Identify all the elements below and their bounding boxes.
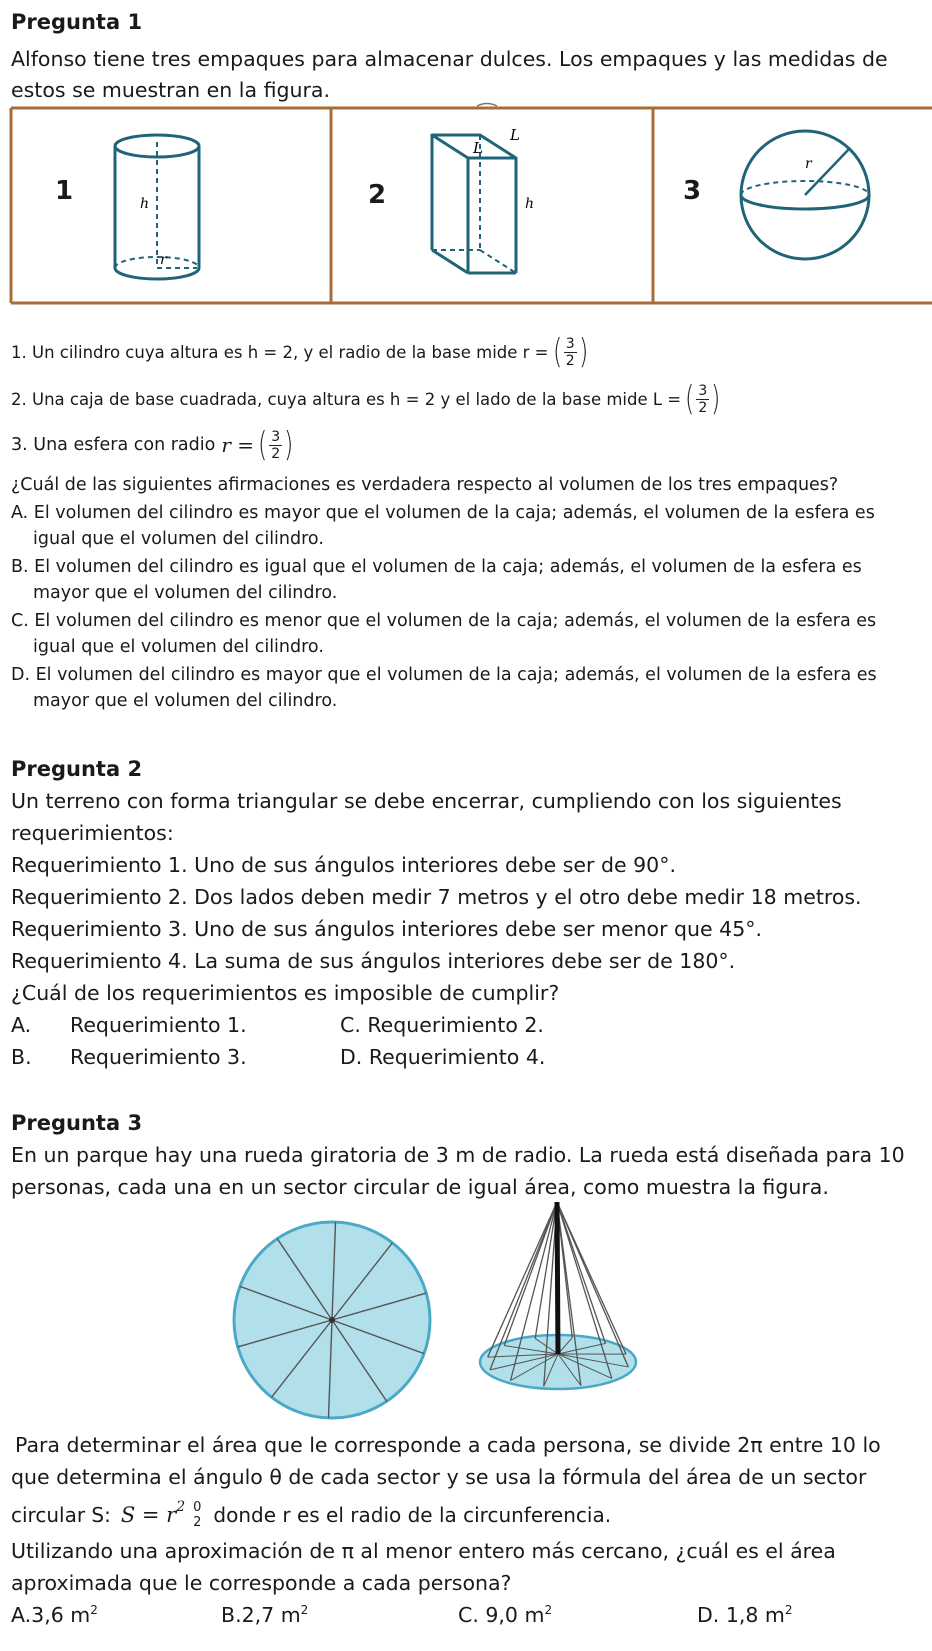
q2-req-3: Requerimiento 3. Uno de sus ángulos interiores debe ser menor que 45°. xyxy=(11,917,763,941)
q2-req-2: Requerimiento 2. Dos lados deben medir 7 metros y el otro debe medir 18 metros. xyxy=(11,885,862,909)
q3-option-a-label: A.3,6 m xyxy=(11,1603,91,1627)
q2-req-1: Requerimiento 1. Uno de sus ángulos interiores debe ser de 90°. xyxy=(11,853,676,877)
q3-option-d-exp: 2 xyxy=(784,1603,793,1618)
q1-item3-text: 3. Una esfera con radio xyxy=(11,435,216,455)
wheel-top-view xyxy=(234,1222,430,1418)
q3-option-d xyxy=(697,1603,793,1627)
wheel-hub xyxy=(329,1317,335,1323)
q3-para1-line2: que determina el ángulo θ de cada sector y se usa la fórmula del área de un sector xyxy=(11,1465,867,1489)
q2-req-4: Requerimiento 4. La suma de sus ángulos interiores debe ser de 180°. xyxy=(11,949,736,973)
q2-option-b: Requerimiento 3. xyxy=(70,1045,247,1069)
q3-option-c-label: C. 9,0 m xyxy=(458,1603,545,1627)
q1-item3-fraction: ( $\frac{3}{2}$ ) xyxy=(258,425,294,465)
q2-intro-line1: Un terreno con forma triangular se debe encerrar, cumpliendo con los siguientes xyxy=(11,789,842,813)
q1-item3-var: r = xyxy=(221,433,255,457)
box-L-label-2: L xyxy=(510,126,520,144)
figure-label-3: 3 xyxy=(683,176,702,206)
q3-figure xyxy=(230,1202,680,1424)
q1-title: Pregunta 1 xyxy=(11,10,143,34)
figure-label-1: 1 xyxy=(55,176,74,206)
q2-option-c: C. Requerimiento 2. xyxy=(340,1013,544,1037)
frac-num: 3 xyxy=(271,428,281,445)
q1-item1 xyxy=(11,330,592,374)
cylinder-shape xyxy=(115,135,199,279)
q3-formula-line xyxy=(11,1495,611,1535)
q2-intro-line2: requerimientos: xyxy=(11,821,174,845)
q2-option-d: D. Requerimiento 4. xyxy=(340,1045,546,1069)
box-h-label: h xyxy=(525,196,535,212)
q1-option-a-cont: igual que el volumen del cilindro. xyxy=(33,529,324,549)
q2-question: ¿Cuál de los requerimientos es imposible de cumplir? xyxy=(11,981,560,1005)
q1-option-d-cont: mayor que el volumen del cilindro. xyxy=(33,691,338,711)
q3-option-a xyxy=(11,1603,98,1627)
formula-num: 0 xyxy=(193,1500,202,1515)
box-L-label-1: L xyxy=(473,139,483,157)
q1-option-d: D. El volumen del cilindro es mayor que el volumen de la caja; además, el volumen de la esfera es xyxy=(11,665,877,685)
cone-cable xyxy=(535,1202,557,1338)
q3-para2-line1: Utilizando una aproximación de π al menor entero más cercano, ¿cuál es el área xyxy=(11,1539,836,1563)
q1-item3 xyxy=(11,423,297,467)
q3-option-b xyxy=(221,1603,308,1627)
cyl-r-label: r xyxy=(160,252,167,268)
q3-formula-suffix: donde r es el radio de la circunferencia. xyxy=(213,1503,612,1527)
q2-option-a-letter: A. xyxy=(11,1013,32,1037)
q3-intro-line1: En un parque hay una rueda giratoria de 3 m de radio. La rueda está diseñada para 10 xyxy=(11,1143,905,1167)
q3-formula-lhs: S = r xyxy=(120,1503,177,1527)
formula-den: 2 xyxy=(193,1515,202,1530)
q3-formula-fraction xyxy=(191,1500,203,1530)
wheel-cone-view xyxy=(480,1202,636,1389)
sphere-r-label: r xyxy=(805,156,812,172)
q1-item2-text: 2. Una caja de base cuadrada, cuya altura es h = 2 y el lado de la base mide L = xyxy=(11,389,682,409)
q3-option-b-exp: 2 xyxy=(300,1603,309,1618)
q3-para2-line2: aproximada que le corresponde a cada persona? xyxy=(11,1571,512,1595)
cone-cable xyxy=(557,1202,606,1343)
q1-option-c: C. El volumen del cilindro es menor que el volumen de la caja; además, el volumen de la esfera es xyxy=(11,611,877,631)
q2-option-b-letter: B. xyxy=(11,1045,32,1069)
q1-item1-fraction: ( $\frac{3}{2}$ ) xyxy=(552,332,588,372)
q3-formula-exp: 2 xyxy=(176,1499,186,1515)
q3-option-b-label: B.2,7 m xyxy=(221,1603,301,1627)
frac-den: 2 xyxy=(698,399,708,416)
q3-title: Pregunta 3 xyxy=(11,1111,143,1135)
q1-question: ¿Cuál de las siguientes afirmaciones es verdadera respecto al volumen de los tres empaques? xyxy=(11,475,839,495)
q1-item2-fraction: ( $\frac{3}{2}$ ) xyxy=(685,379,721,419)
sphere-shape xyxy=(741,131,869,259)
frac-num: 3 xyxy=(565,335,575,352)
frac-num: 3 xyxy=(698,382,708,399)
q1-option-c-cont: igual que el volumen del cilindro. xyxy=(33,637,324,657)
q3-option-d-label: D. 1,8 m xyxy=(697,1603,785,1627)
q1-item2 xyxy=(11,377,725,421)
q2-title: Pregunta 2 xyxy=(11,757,143,781)
q1-figure-panel xyxy=(0,98,932,316)
q1-intro-line2: estos se muestran en la figura. xyxy=(11,78,330,102)
figure-label-2: 2 xyxy=(368,180,387,210)
q1-item1-text: 1. Un cilindro cuya altura es h = 2, y el radio de la base mide r = xyxy=(11,342,549,362)
cone-cable xyxy=(504,1202,557,1346)
frac-den: 2 xyxy=(271,445,281,462)
q3-formula-prefix: circular S: xyxy=(11,1503,111,1527)
q1-option-b-cont: mayor que el volumen del cilindro. xyxy=(33,583,338,603)
q3-para1-line1: Para determinar el área que le corresponde a cada persona, se divide 2π entre 10 lo xyxy=(15,1433,881,1457)
frac-den: 2 xyxy=(565,352,575,369)
cyl-h-label: h xyxy=(140,196,150,212)
q1-intro-line1: Alfonso tiene tres empaques para almacenar dulces. Los empaques y las medidas de xyxy=(11,47,888,71)
q3-intro-line2: personas, cada una en un sector circular de igual área, como muestra la figura. xyxy=(11,1175,829,1199)
q1-option-b: B. El volumen del cilindro es igual que el volumen de la caja; además, el volumen de la esfera es xyxy=(11,557,862,577)
q1-option-a: A. El volumen del cilindro es mayor que el volumen de la caja; además, el volumen de la esfera es xyxy=(11,503,875,523)
cone-pole xyxy=(557,1202,558,1354)
q2-option-a: Requerimiento 1. xyxy=(70,1013,247,1037)
q3-option-c xyxy=(458,1603,552,1627)
q3-option-a-exp: 2 xyxy=(90,1603,98,1618)
q3-option-c-exp: 2 xyxy=(544,1603,553,1618)
